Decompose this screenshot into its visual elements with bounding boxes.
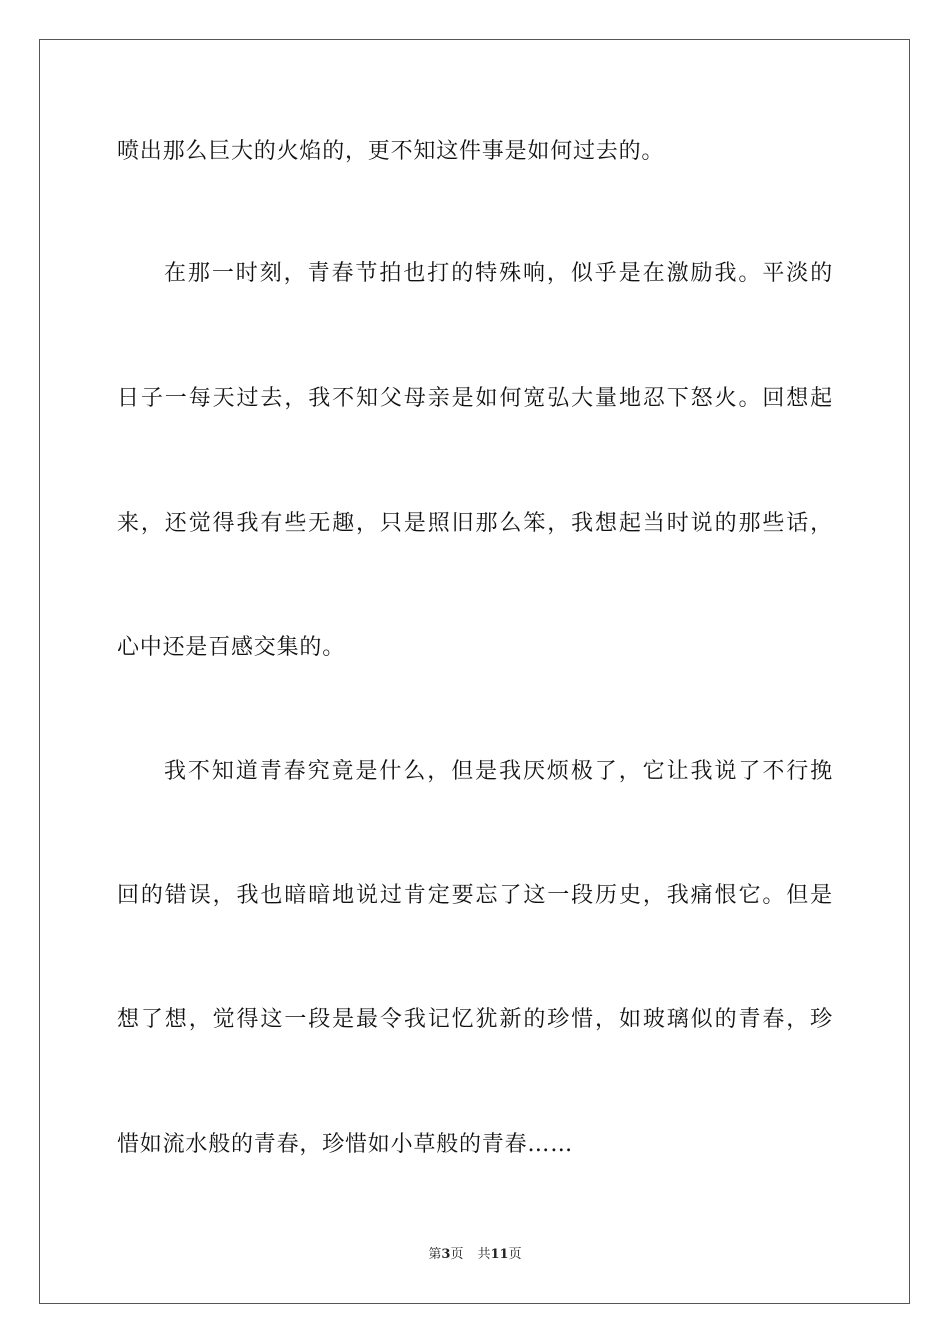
total-suffix: 页	[508, 1247, 522, 1262]
text-line-6: 我不知道青春究竟是什么，但是我厌烦极了，它让我说了不行挽	[164, 759, 833, 784]
text-line-4: 来，还觉得我有些无趣，只是照旧那么笨，我想起当时说的那些话，	[117, 511, 833, 536]
text-line-5: 心中还是百感交集的。	[117, 635, 346, 660]
text-line-7: 回的错误，我也暗暗地说过肯定要忘了这一段历史，我痛恨它。但是	[117, 883, 833, 908]
text-line-9: 惜如流水般的青春，珍惜如小草般的青春……	[117, 1132, 574, 1157]
page-number: 3	[441, 1247, 451, 1262]
text-line-3: 日子一每天过去，我不知父母亲是如何宽弘大量地忍下怒火。回想起	[117, 386, 833, 411]
total-prefix: 共	[477, 1247, 491, 1262]
page-prefix: 第	[428, 1247, 442, 1262]
text-line-2: 在那一时刻，青春节拍也打的特殊响，似乎是在激励我。平淡的	[164, 261, 833, 286]
total-pages: 11	[490, 1247, 509, 1262]
page-footer	[0, 1246, 950, 1264]
page-suffix: 页	[450, 1247, 464, 1262]
page-border	[39, 39, 910, 1304]
text-line-8: 想了想，觉得这一段是最令我记忆犹新的珍惜，如玻璃似的青春，珍	[117, 1007, 833, 1032]
text-line-1: 喷出那么巨大的火焰的，更不知这件事是如何过去的。	[117, 139, 665, 164]
